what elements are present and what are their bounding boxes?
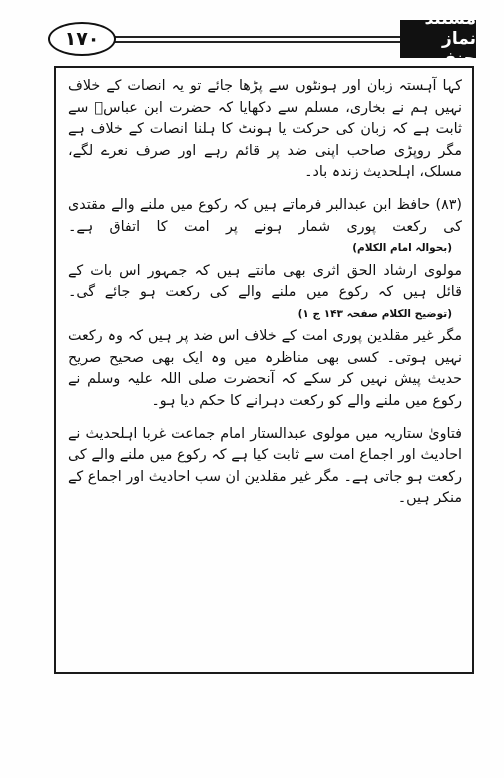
page-frame	[54, 66, 474, 674]
book-title: مستند نماز حنفی	[400, 20, 476, 58]
page-number: ۱۷۰	[48, 22, 116, 56]
header-rule	[110, 36, 404, 38]
page-body	[68, 76, 462, 510]
paragraph-3	[68, 261, 462, 327]
paragraph-5: فتاویٰ ستاریہ میں مولوی عبدالستار امام جماعت غربا اہلحدیث نے احادیث اور اجماع امت سے ثابت کیا ہے کہ رکوع میں ملنے والے کی رکعت ہو جاتی ہے۔ مگر غیر مقلدین ان سب احادیث اور اجماع کے منکر ہیں۔	[68, 425, 462, 507]
paragraph-4: مگر غیر مقلدین پوری امت کے خلاف اس ضد پر ہیں کہ وہ رکعت نہیں ہوتی۔ کسی بھی مناظرہ میں وہ ایک بھی صحیح صریح حدیث پیش نہیں کر سکے کہ آنحضرت صلی اللہ علیہ وسلم نے رکوع میں ملنے والے کو رکعت دہرانے کا حکم دیا ہو۔	[68, 328, 462, 409]
paragraph-1: کہا آہستہ زبان اور ہونٹوں سے پڑھا جائے تو یہ انصات کے خلاف نہیں ہم نے بخاری، مسلم سے دکھایا کہ حضرت ابن عباسؓ سے ثابت ہے کہ زبان کی حرکت یا ہونٹ کا ہلنا انصات کے خلاف ہے مگر روپڑی صاحب اپنی ضد پر قائم رہے اور صرف نعرے لگے، مسلک، اہلحدیث زندہ باد۔	[68, 78, 462, 181]
citation-tawdih-al-kalam: (توضیح الکلام صفحہ ۱۴۳ ج ۱)	[297, 307, 452, 320]
citation-imam-al-kalam: (بحوالہ امام الکلام)	[352, 242, 452, 255]
page-header	[40, 9, 476, 69]
paragraph-2	[68, 195, 462, 261]
paragraph-3-text: مولوی ارشاد الحق اثری بھی مانتے ہیں کہ جمہور اس بات کے قائل ہیں کہ رکوع میں ملنے والے کی رکعت ہو جائے گی۔	[68, 262, 462, 301]
paragraph-2-text: (۸۳) حافظ ابن عبدالبر فرماتے ہیں کہ رکوع میں ملنے والے مقتدی کی رکعت پوری شمار ہونے پر امت کا اتفاق ہے۔	[68, 196, 462, 235]
header-rule-thin	[110, 41, 404, 43]
